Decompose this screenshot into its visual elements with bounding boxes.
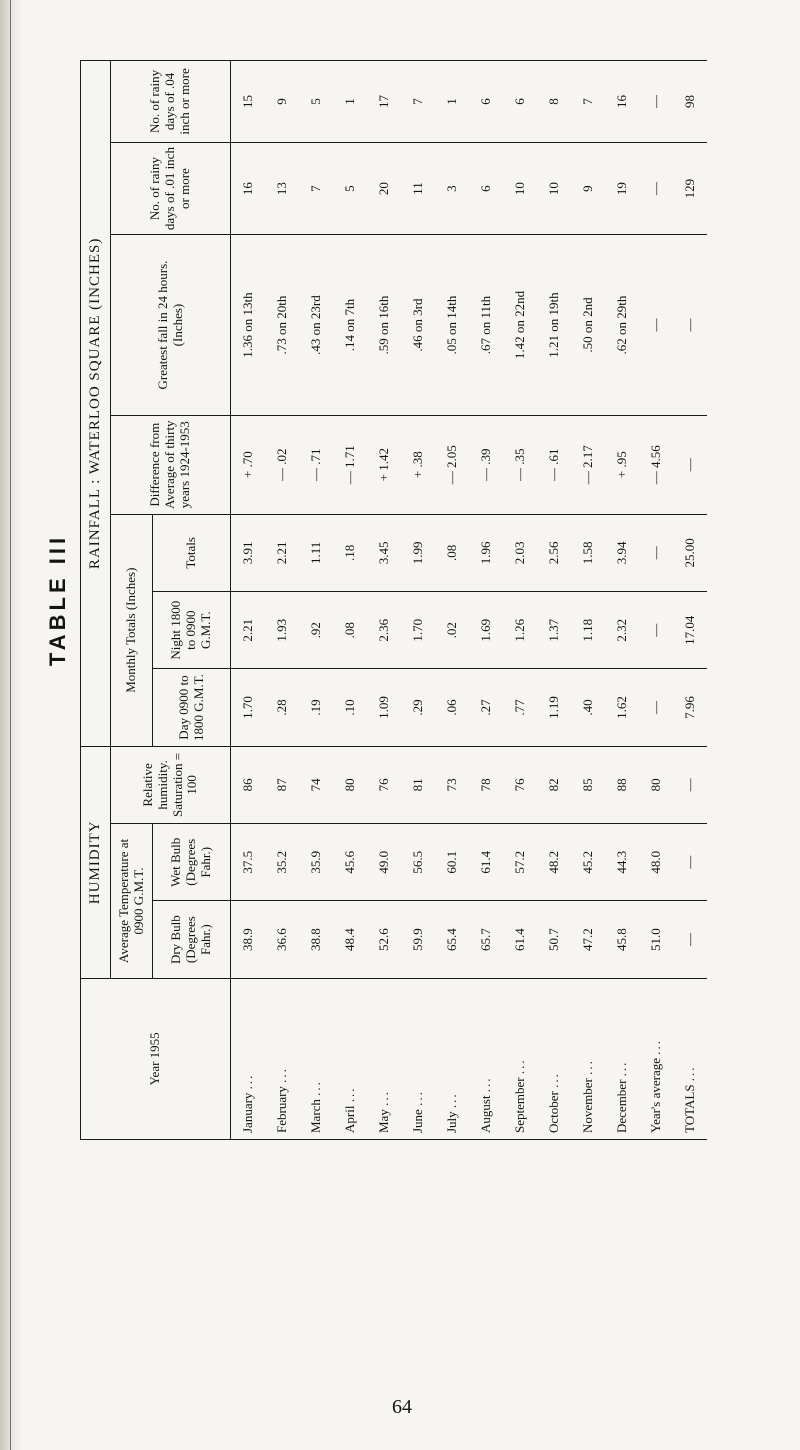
wet-bulb-cell: — <box>673 824 707 901</box>
night-total-cell: 2.32 <box>605 592 639 669</box>
table-row <box>673 61 707 1140</box>
difference-header: Difference from Average of thirty years 1924-1953 <box>111 415 231 514</box>
day-total-cell: 1.70 <box>231 669 265 746</box>
humidity-header: HUMIDITY <box>81 746 111 978</box>
leader-dots: ... <box>341 1086 357 1103</box>
monthly-total-cell: 3.91 <box>231 514 265 591</box>
rel-humidity-cell: 87 <box>265 746 299 823</box>
wet-bulb-cell: 61.4 <box>469 824 503 901</box>
dry-bulb-cell: 51.0 <box>639 901 673 978</box>
monthly-total-cell: 25.00 <box>673 514 707 591</box>
day-total-cell: .27 <box>469 669 503 746</box>
monthly-totals-header: Monthly Totals (Inches) <box>111 514 153 746</box>
rainy-days-04-cell: 98 <box>673 61 707 143</box>
day-total-cell: .40 <box>571 669 605 746</box>
month-label: March <box>307 1099 323 1133</box>
leader-dots: ... <box>511 1058 527 1075</box>
month-label: Year's average <box>647 1057 663 1133</box>
monthly-total-cell: .18 <box>333 514 367 591</box>
table-row <box>469 61 503 1140</box>
monthly-total-cell: 3.45 <box>367 514 401 591</box>
rainy-days-04-cell: 9 <box>265 61 299 143</box>
month-label: October <box>545 1091 561 1133</box>
wet-bulb-cell: 45.6 <box>333 824 367 901</box>
month-label: June <box>409 1109 425 1133</box>
difference-cell: + 1.42 <box>367 415 401 514</box>
night-total-cell: 1.93 <box>265 592 299 669</box>
table-row <box>435 61 469 1140</box>
rainy-days-04-cell: 5 <box>299 61 333 143</box>
table-row <box>333 61 367 1140</box>
monthly-total-cell: 1.58 <box>571 514 605 591</box>
monthly-total-cell: 2.03 <box>503 514 537 591</box>
binding-edge <box>0 0 22 1450</box>
wet-bulb-cell: 60.1 <box>435 824 469 901</box>
rel-humidity-cell: 76 <box>367 746 401 823</box>
greatest-fall-cell: .73 on 20th <box>265 235 299 416</box>
dry-bulb-cell: 65.4 <box>435 901 469 978</box>
avg-temp-header: Average Temperature at 0900 G.M.T. <box>111 824 153 979</box>
month-cell <box>605 978 639 1139</box>
rainy-days-01-cell: 10 <box>503 142 537 234</box>
rainy-days-01-cell: 129 <box>673 142 707 234</box>
dry-bulb-cell: 65.7 <box>469 901 503 978</box>
totals-header: Totals <box>153 514 231 591</box>
dry-bulb-cell: 45.8 <box>605 901 639 978</box>
month-cell <box>639 978 673 1139</box>
page-number: 64 <box>392 1396 412 1418</box>
greatest-fall-cell: .14 on 7th <box>333 235 367 416</box>
rainy-days-01-cell: 7 <box>299 142 333 234</box>
greatest-fall-cell: .43 on 23rd <box>299 235 333 416</box>
leader-dots: ... <box>443 1092 459 1109</box>
rainy-days-04-cell: 1 <box>333 61 367 143</box>
rainy-days-04-cell: 6 <box>503 61 537 143</box>
greatest-fall-cell: 1.42 on 22nd <box>503 235 537 416</box>
rel-humidity-cell: 82 <box>537 746 571 823</box>
month-label: September <box>511 1077 527 1133</box>
dry-bulb-cell: 48.4 <box>333 901 367 978</box>
dry-bulb-cell: 61.4 <box>503 901 537 978</box>
dry-bulb-cell: — <box>673 901 707 978</box>
leader-dots: ... <box>647 1038 663 1055</box>
difference-cell: — .71 <box>299 415 333 514</box>
wet-bulb-header: Wet Bulb (Degrees Fahr.) <box>153 824 231 901</box>
rainy-days-04-cell: 6 <box>469 61 503 143</box>
night-total-cell: — <box>639 592 673 669</box>
leader-dots: ... <box>409 1090 425 1106</box>
month-cell <box>503 978 537 1139</box>
dry-bulb-cell: 47.2 <box>571 901 605 978</box>
day-total-cell: .10 <box>333 669 367 746</box>
difference-cell: — 4.56 <box>639 415 673 514</box>
monthly-total-cell: 3.94 <box>605 514 639 591</box>
difference-cell: — 2.05 <box>435 415 469 514</box>
table-row <box>401 61 435 1140</box>
greatest-fall-cell: .59 on 16th <box>367 235 401 416</box>
month-cell <box>673 978 707 1139</box>
greatest-fall-cell: .62 on 29th <box>605 235 639 416</box>
day-total-cell: .06 <box>435 669 469 746</box>
table-body <box>231 61 707 1140</box>
rainy-days-01-cell: 20 <box>367 142 401 234</box>
leader-dots: ... <box>307 1080 323 1096</box>
rel-humidity-cell: 73 <box>435 746 469 823</box>
rel-humidity-header: Relative humidity. Saturation = 100 <box>111 746 231 823</box>
rel-humidity-cell: 85 <box>571 746 605 823</box>
rainy-days-04-cell: 17 <box>367 61 401 143</box>
leader-dots: ... <box>239 1073 255 1090</box>
night-total-cell: .92 <box>299 592 333 669</box>
rainy-days-01-cell: 6 <box>469 142 503 234</box>
difference-cell: — .35 <box>503 415 537 514</box>
table-row <box>605 61 639 1140</box>
dry-bulb-cell: 36.6 <box>265 901 299 978</box>
night-total-cell: 2.21 <box>231 592 265 669</box>
greatest-fall-cell: — <box>639 235 673 416</box>
day-total-cell: .29 <box>401 669 435 746</box>
difference-cell: + .95 <box>605 415 639 514</box>
dry-bulb-cell: 38.9 <box>231 901 265 978</box>
greatest-fall-cell: .67 on 11th <box>469 235 503 416</box>
night-total-cell: 1.18 <box>571 592 605 669</box>
rotated-table-wrapper <box>40 60 697 1140</box>
night-total-cell: .08 <box>333 592 367 669</box>
month-cell <box>367 978 401 1139</box>
rainy-days-01-cell: 11 <box>401 142 435 234</box>
leader-dots: ... <box>375 1090 391 1106</box>
leader-dots: ... <box>545 1072 561 1088</box>
month-label: April <box>341 1105 357 1133</box>
landscape-page <box>40 60 697 1140</box>
wet-bulb-cell: 45.2 <box>571 824 605 901</box>
table-row <box>537 61 571 1140</box>
month-cell <box>537 978 571 1139</box>
greatest-fall-cell: 1.21 on 19th <box>537 235 571 416</box>
monthly-total-cell: 2.21 <box>265 514 299 591</box>
monthly-total-cell: 1.11 <box>299 514 333 591</box>
leader-dots: ... <box>273 1067 289 1083</box>
rainy-days-04-cell: 1 <box>435 61 469 143</box>
day-total-cell: 1.09 <box>367 669 401 746</box>
month-label: February <box>273 1086 289 1133</box>
rainy-days-04-cell: 15 <box>231 61 265 143</box>
rel-humidity-cell: 78 <box>469 746 503 823</box>
day-total-cell: .77 <box>503 669 537 746</box>
rel-humidity-cell: 86 <box>231 746 265 823</box>
wet-bulb-cell: 37.5 <box>231 824 265 901</box>
wet-bulb-cell: 48.2 <box>537 824 571 901</box>
wet-bulb-cell: 35.2 <box>265 824 299 901</box>
greatest-fall-cell: .50 on 2nd <box>571 235 605 416</box>
month-label: November <box>579 1078 595 1133</box>
month-label: August <box>477 1095 493 1133</box>
day-total-cell: .28 <box>265 669 299 746</box>
night-total-cell: 1.69 <box>469 592 503 669</box>
table-row <box>265 61 299 1140</box>
table-row <box>231 61 265 1140</box>
rainy-days-04-cell: 8 <box>537 61 571 143</box>
rel-humidity-cell: 80 <box>333 746 367 823</box>
greatest-fall-header: Greatest fall in 24 hours. (Inches) <box>111 235 231 416</box>
table-label: TABLE III <box>45 533 70 667</box>
day-total-cell: .19 <box>299 669 333 746</box>
day-total-cell: 1.19 <box>537 669 571 746</box>
dry-bulb-cell: 38.8 <box>299 901 333 978</box>
rainy-days-04-cell: 16 <box>605 61 639 143</box>
dry-bulb-cell: 59.9 <box>401 901 435 978</box>
wet-bulb-cell: 48.0 <box>639 824 673 901</box>
table-row <box>503 61 537 1140</box>
rel-humidity-cell: 81 <box>401 746 435 823</box>
month-cell <box>435 978 469 1139</box>
day-total-cell: — <box>639 669 673 746</box>
rainfall-header: RAINFALL : WATERLOO SQUARE (INCHES) <box>81 61 111 747</box>
wet-bulb-cell: 44.3 <box>605 824 639 901</box>
table-row <box>639 61 673 1140</box>
month-label: December <box>613 1079 629 1133</box>
rel-humidity-cell: 80 <box>639 746 673 823</box>
month-label: July <box>443 1111 459 1133</box>
rainy-days-01-cell: 9 <box>571 142 605 234</box>
rel-humidity-cell: 76 <box>503 746 537 823</box>
wet-bulb-cell: 56.5 <box>401 824 435 901</box>
monthly-total-cell: .08 <box>435 514 469 591</box>
rainy-days-01-cell: — <box>639 142 673 234</box>
monthly-total-cell: — <box>639 514 673 591</box>
rainy-days-01-cell: 13 <box>265 142 299 234</box>
table-row <box>367 61 401 1140</box>
difference-cell: — .02 <box>265 415 299 514</box>
rainy-days-04-header: No. of rainy days of .04 inch or more <box>111 61 231 143</box>
rainy-days-01-header: No. of rainy days of .01 inch or more <box>111 142 231 234</box>
wet-bulb-cell: 49.0 <box>367 824 401 901</box>
monthly-total-cell: 2.56 <box>537 514 571 591</box>
greatest-fall-cell: — <box>673 235 707 416</box>
table-row <box>299 61 333 1140</box>
rainy-days-01-cell: 5 <box>333 142 367 234</box>
year-header: Year 1955 <box>81 978 231 1139</box>
night-header: Night 1800 to 0900 G.M.T. <box>153 592 231 669</box>
difference-cell: — .39 <box>469 415 503 514</box>
wet-bulb-cell: 57.2 <box>503 824 537 901</box>
table-row <box>571 61 605 1140</box>
difference-cell: — 2.17 <box>571 415 605 514</box>
leader-dots: ... <box>613 1060 629 1077</box>
greatest-fall-cell: .46 on 3rd <box>401 235 435 416</box>
dry-bulb-header: Dry Bulb (Degrees Fahr.) <box>153 901 231 978</box>
day-header: Day 0900 to 1800 G.M.T. <box>153 669 231 746</box>
month-cell <box>469 978 503 1139</box>
difference-cell: — .61 <box>537 415 571 514</box>
night-total-cell: 2.36 <box>367 592 401 669</box>
rainy-days-01-cell: 10 <box>537 142 571 234</box>
difference-cell: — 1.71 <box>333 415 367 514</box>
greatest-fall-cell: .05 on 14th <box>435 235 469 416</box>
monthly-total-cell: 1.99 <box>401 514 435 591</box>
month-cell <box>265 978 299 1139</box>
month-cell <box>231 978 265 1139</box>
leader-dots: ... <box>681 1065 697 1082</box>
dry-bulb-cell: 52.6 <box>367 901 401 978</box>
rainy-days-04-cell: 7 <box>571 61 605 143</box>
night-total-cell: 1.70 <box>401 592 435 669</box>
month-label: TOTALS <box>681 1084 697 1133</box>
difference-cell: + .38 <box>401 415 435 514</box>
night-total-cell: 17.04 <box>673 592 707 669</box>
monthly-total-cell: 1.96 <box>469 514 503 591</box>
rainy-days-01-cell: 16 <box>231 142 265 234</box>
month-cell <box>571 978 605 1139</box>
difference-cell: + .70 <box>231 415 265 514</box>
day-total-cell: 7.96 <box>673 669 707 746</box>
night-total-cell: 1.26 <box>503 592 537 669</box>
day-total-cell: 1.62 <box>605 669 639 746</box>
binding-line <box>10 0 11 1450</box>
meteorological-table <box>80 60 707 1140</box>
leader-dots: ... <box>579 1059 595 1075</box>
leader-dots: ... <box>477 1076 493 1093</box>
night-total-cell: 1.37 <box>537 592 571 669</box>
night-total-cell: .02 <box>435 592 469 669</box>
month-label: January <box>239 1092 255 1133</box>
difference-cell: — <box>673 415 707 514</box>
wet-bulb-cell: 35.9 <box>299 824 333 901</box>
month-label: May <box>375 1109 391 1133</box>
rel-humidity-cell: 88 <box>605 746 639 823</box>
rel-humidity-cell: 74 <box>299 746 333 823</box>
rel-humidity-cell: — <box>673 746 707 823</box>
greatest-fall-cell: 1.36 on 13th <box>231 235 265 416</box>
rainy-days-04-cell: 7 <box>401 61 435 143</box>
dry-bulb-cell: 50.7 <box>537 901 571 978</box>
rainy-days-01-cell: 19 <box>605 142 639 234</box>
rainy-days-01-cell: 3 <box>435 142 469 234</box>
rainy-days-04-cell: — <box>639 61 673 143</box>
month-cell <box>299 978 333 1139</box>
month-cell <box>333 978 367 1139</box>
month-cell <box>401 978 435 1139</box>
